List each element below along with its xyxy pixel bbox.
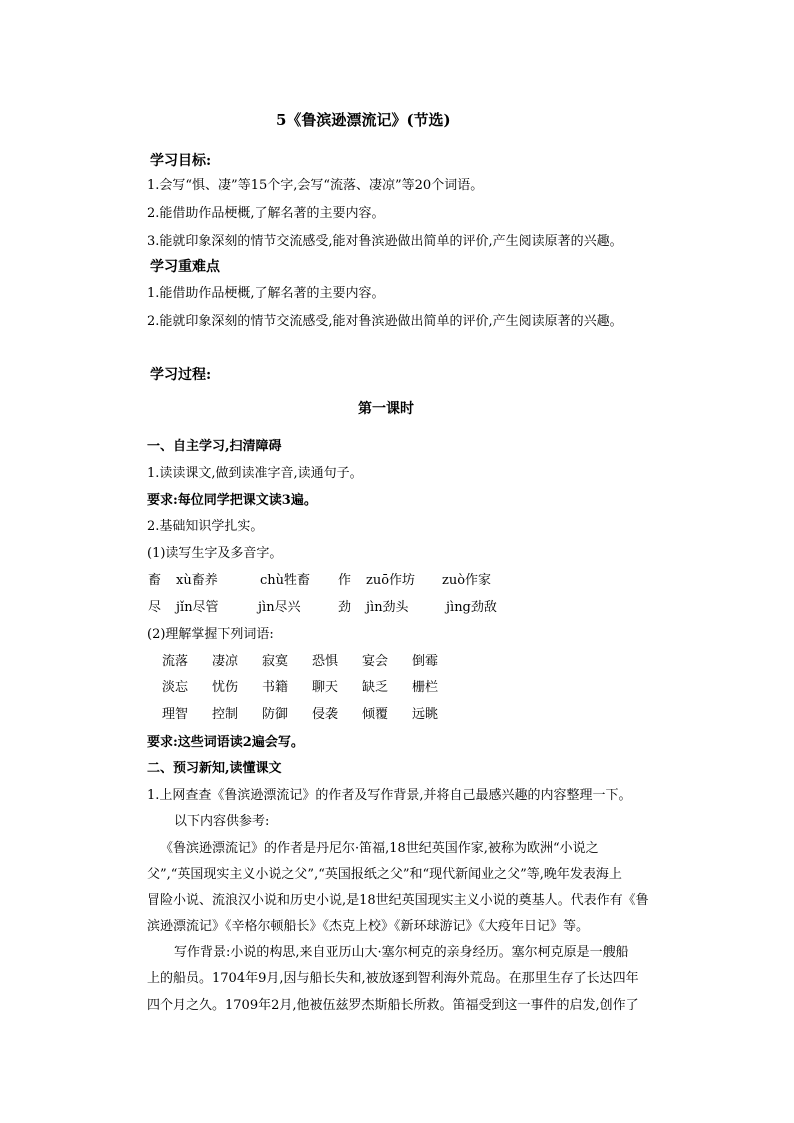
goals-heading: 学习目标: bbox=[150, 153, 212, 169]
vocab-word: 理智 bbox=[162, 707, 189, 722]
vocab-word: 流落 bbox=[162, 654, 189, 669]
vocab-word: 书籍 bbox=[262, 680, 289, 695]
lesson-title: 第一课时 bbox=[358, 401, 414, 417]
vocab-word: 防御 bbox=[262, 707, 289, 722]
vocab-word: 宴会 bbox=[362, 654, 389, 669]
section1-requirement2: 要求:这些词语读2遍会写。 bbox=[147, 735, 304, 750]
goal-item: 1.会写“惧、凄”等15个字,会写“流落、凄凉”等20个词语。 bbox=[147, 178, 484, 193]
polyphone-char: 尽 bbox=[148, 600, 162, 615]
vocab-word: 倾覆 bbox=[362, 707, 389, 722]
author-paragraph-line: 冒险小说、流浪汉小说和历史小说,是18世纪英国现实主义小说的奠基人。代表作有《鲁 bbox=[147, 893, 649, 908]
key-point-item: 1.能借助作品梗概,了解名著的主要内容。 bbox=[147, 286, 385, 301]
polyphone-reading: jìn尽兴 bbox=[258, 600, 301, 615]
vocab-word: 控制 bbox=[212, 707, 239, 722]
section2-item1: 1.上网查查《鲁滨逊漂流记》的作者及写作背景,并将自己最感兴趣的内容整理一下。 bbox=[147, 788, 632, 803]
section1-sub2: (2)理解掌握下列词语: bbox=[147, 627, 274, 642]
vocab-word: 寂寞 bbox=[262, 654, 289, 669]
vocab-row bbox=[162, 653, 462, 671]
polyphone-char: 劲 bbox=[338, 600, 352, 615]
author-paragraph-line: 《鲁滨逊漂流记》的作者是丹尼尔·笛福,18世纪英国作家,被称为欧洲“小说之 bbox=[160, 841, 599, 856]
vocab-word: 缺乏 bbox=[362, 680, 389, 695]
polyphone-char: 作 bbox=[338, 573, 352, 588]
vocab-word: 忧伤 bbox=[212, 680, 239, 695]
vocab-word: 倒霉 bbox=[412, 654, 439, 669]
vocab-word: 远眺 bbox=[412, 707, 439, 722]
reference-intro: 以下内容供参考: bbox=[174, 814, 270, 829]
background-paragraph-line: 四个月之久。1709年2月,他被伍兹罗杰斯船长所救。笛福受到这一事件的启发,创作了 bbox=[147, 998, 639, 1013]
author-paragraph-line: 父”,“英国现实主义小说之父”,“英国报纸之父”和“现代新闻业之父”等,晚年发表海上 bbox=[147, 867, 622, 882]
author-paragraph-line: 滨逊漂流记》《辛格尔顿船长》《杰克上校》《新环球游记》《大疫年日记》等。 bbox=[147, 919, 590, 934]
document-title: 5《鲁滨逊漂流记》(节选) bbox=[276, 111, 451, 129]
polyphone-reading: chù牲畜 bbox=[260, 573, 311, 588]
section1-heading: 一、自主学习,扫清障碍 bbox=[147, 439, 282, 454]
polyphone-char: 畜 bbox=[148, 573, 162, 588]
goal-item: 3.能就印象深刻的情节交流感受,能对鲁滨逊做出简单的评价,产生阅读原著的兴趣。 bbox=[147, 234, 623, 249]
vocab-row bbox=[162, 679, 462, 697]
section1-sub1: (1)读写生字及多音字。 bbox=[147, 546, 283, 561]
polyphone-reading: jìng劲敌 bbox=[446, 600, 497, 615]
polyphone-reading: zuò作家 bbox=[442, 573, 492, 588]
key-points-heading: 学习重难点 bbox=[150, 259, 220, 275]
vocab-row bbox=[162, 706, 462, 724]
background-paragraph-line: 写作背景:小说的构思,来自亚历山大·塞尔柯克的亲身经历。塞尔柯克原是一艘船 bbox=[174, 945, 629, 960]
key-point-item: 2.能就印象深刻的情节交流感受,能对鲁滨逊做出简单的评价,产生阅读原著的兴趣。 bbox=[147, 314, 623, 329]
polyphone-reading: zuō作坊 bbox=[366, 573, 416, 588]
background-paragraph-line: 上的船员。1704年9月,因与船长失和,被放逐到智利海外荒岛。在那里生存了长达四年 bbox=[147, 971, 639, 986]
goal-item: 2.能借助作品梗概,了解名著的主要内容。 bbox=[147, 206, 385, 221]
vocab-word: 侵袭 bbox=[312, 707, 339, 722]
polyphone-reading: jìn劲头 bbox=[366, 600, 409, 615]
section1-item1: 1.读读课文,做到读准字音,读通句子。 bbox=[147, 466, 363, 481]
polyphone-reading: jǐn尽管 bbox=[176, 600, 219, 615]
section1-requirement1: 要求:每位同学把课文读3遍。 bbox=[147, 493, 317, 508]
process-heading: 学习过程: bbox=[150, 367, 212, 383]
vocab-word: 凄凉 bbox=[212, 654, 239, 669]
vocab-word: 栅栏 bbox=[412, 680, 439, 695]
section2-heading: 二、预习新知,读懂课文 bbox=[147, 761, 282, 776]
vocab-word: 恐惧 bbox=[312, 654, 339, 669]
section1-item2: 2.基础知识学扎实。 bbox=[147, 519, 264, 534]
polyphone-reading: xù畜养 bbox=[176, 573, 218, 588]
vocab-word: 聊天 bbox=[312, 680, 339, 695]
vocab-word: 淡忘 bbox=[162, 680, 189, 695]
